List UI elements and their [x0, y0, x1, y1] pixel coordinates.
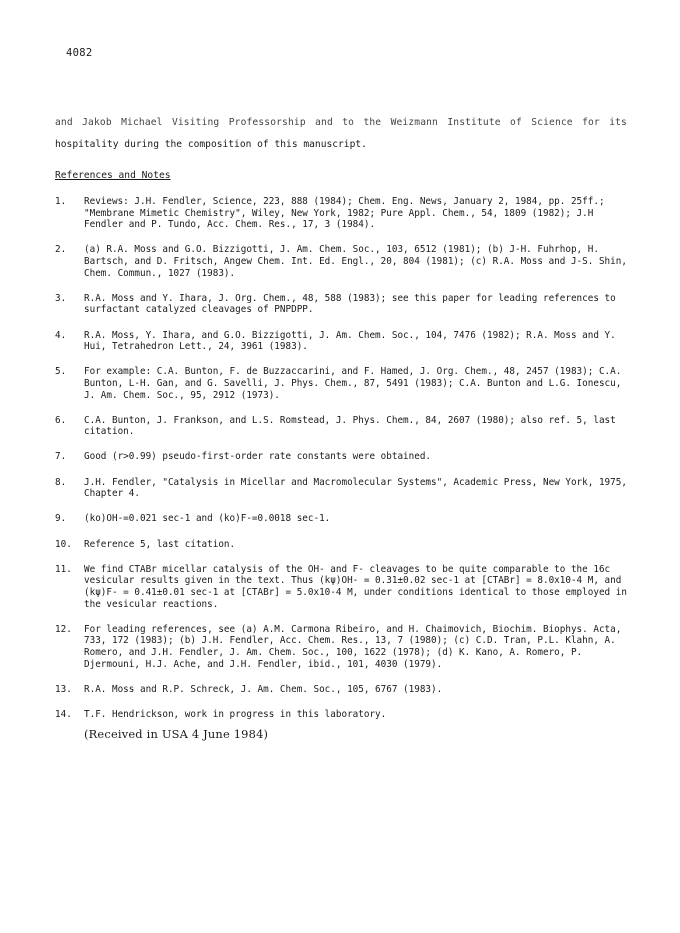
reference-text: J.H. Fendler, "Catalysis in Micellar and Macromolecular Systems", Academic Press, New York, 1975, Chapter 4. [84, 476, 627, 500]
references-heading: References and Notes [55, 170, 171, 181]
reference-number: 7. [55, 451, 67, 463]
reference-text: (ko)OH-=0.021 sec-1 and (ko)F-=0.0018 sec-1. [84, 513, 331, 525]
reference-item [55, 684, 630, 696]
reference-item [55, 415, 630, 438]
reference-item [55, 451, 630, 463]
reference-item [55, 624, 630, 670]
reference-text: R.A. Moss, Y. Ihara, and G.O. Bizzigotti, J. Am. Chem. Soc., 104, 7476 (1982); R.A. Moss and Y. Hui, Tetrahedron Lett., 24, 3961 (1983). [84, 329, 616, 353]
received-date: (Received in USA 4 June 1984) [84, 727, 269, 741]
page-number: 4082 [66, 47, 93, 59]
reference-number: 9. [55, 513, 67, 525]
reference-item [55, 293, 630, 316]
reference-item [55, 330, 630, 353]
references-list [55, 196, 630, 734]
reference-number: 12. [55, 623, 72, 635]
reference-text: Reviews: J.H. Fendler, Science, 223, 888 (1984); Chem. Eng. News, January 2, 1984, pp. 25ff.; "Membrane Mimetic Chemistry", Wiley, New York, 1982; Pure Appl. Chem., 54, 1809 (1982); J.H Fendler and P. Tundo, Acc. Chem. Res., 17, 3 (1984). [84, 196, 605, 231]
reference-text: (a) R.A. Moss and G.O. Bizzigotti, J. Am. Chem. Soc., 103, 6512 (1981); (b) J-H. Fuhrhop, H. Bartsch, and D. Fritsch, Angew Chem. Int. Ed. Engl., 20, 804 (1981); (c) R.A. Moss and J-S. Shin, Chem. Commun., 1027 (1983). [84, 244, 627, 279]
reference-number: 13. [55, 683, 72, 695]
reference-number: 14. [55, 708, 72, 720]
reference-text: For example: C.A. Bunton, F. de Buzzaccarini, and F. Hamed, J. Org. Chem., 48, 2457 (1983); C.A. Bunton, L-H. Gan, and G. Savelli, J. Phys. Chem., 87, 5491 (1983); C.A. Bunton and L.G. Ionescu, J. Am. Chem. Soc., 95, 2912 (1973). [84, 366, 622, 401]
reference-number: 8. [55, 476, 67, 488]
reference-number: 6. [55, 414, 67, 426]
reference-item [55, 196, 630, 231]
reference-item [55, 513, 630, 525]
reference-number: 10. [55, 538, 72, 550]
reference-text: Good (r>0.99) pseudo-first-order rate constants were obtained. [84, 451, 432, 463]
reference-number: 3. [55, 292, 67, 304]
reference-item [55, 244, 630, 279]
acknowledgment-line-2: hospitality during the composition of this manuscript. [55, 139, 367, 150]
reference-number: 1. [55, 196, 67, 207]
acknowledgment [55, 112, 627, 156]
reference-number: 11. [55, 563, 72, 575]
reference-text: For leading references, see (a) A.M. Carmona Ribeiro, and H. Chaimovich, Biochim. Biophys. Acta, 733, 172 (1983); (b) J.H. Fendler, Acc. Chem. Res., 13, 7 (1980); (c) C.D. Tran, P.L. Klahn, A. Romero, and J.H. Fendler, J. Am. Chem. Soc., 100, 1622 (1978); (d) K. Kano, A. Romero, P. Djermouni, H.J. Ache, and J.H. Fendler, ibid., 101, 4030 (1979). [84, 623, 622, 670]
reference-item [55, 539, 630, 551]
acknowledgment-line-1: and Jakob Michael Visiting Professorship and to the Weizmann Institute of Science for its [55, 117, 627, 128]
reference-text: We find CTABr micellar catalysis of the OH- and F- cleavages to be quite comparable to the 16c vesicular results given in the text. Thus (kψ)OH- = 0.31±0.02 sec-1 at [CTABr] = 8.0x10-4 M, and (kψ)F- = 0.41±0.01 sec-1 at [CTABr] = 5.0x10-4 M, under conditions identical to those employed in the vesicular reactions. [84, 563, 627, 610]
reference-item [55, 366, 630, 401]
reference-item [55, 709, 630, 721]
reference-number: 4. [55, 329, 67, 341]
reference-text: C.A. Bunton, J. Frankson, and L.S. Romstead, J. Phys. Chem., 84, 2607 (1980); also ref. 5, last citation. [84, 414, 616, 438]
reference-number: 5. [55, 366, 67, 378]
reference-item [55, 564, 630, 610]
reference-text: Reference 5, last citation. [84, 538, 236, 550]
reference-text: T.F. Hendrickson, work in progress in this laboratory. [84, 708, 387, 720]
reference-item [55, 477, 630, 500]
reference-number: 2. [55, 244, 67, 256]
reference-text: R.A. Moss and Y. Ihara, J. Org. Chem., 48, 588 (1983); see this paper for leading references to surfactant catalyzed cleavages of PNPDPP. [84, 292, 616, 316]
reference-text: R.A. Moss and R.P. Schreck, J. Am. Chem. Soc., 105, 6767 (1983). [84, 683, 443, 695]
